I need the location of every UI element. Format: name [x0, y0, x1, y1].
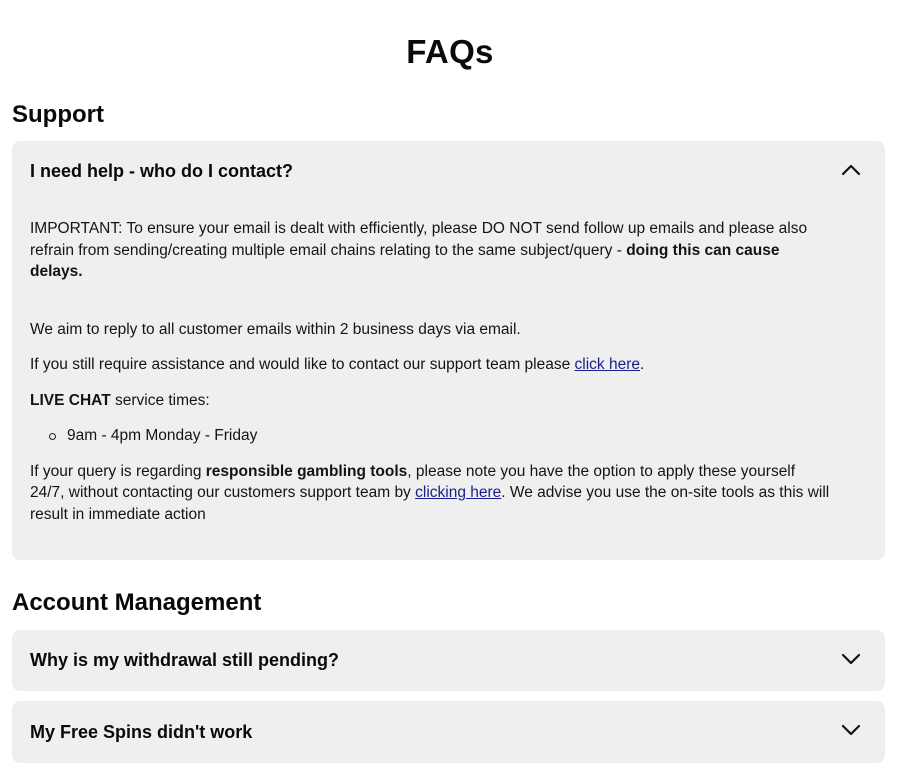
page-title: FAQs [406, 33, 494, 70]
faq-toggle-withdrawal[interactable] [12, 630, 885, 692]
important-notice [30, 218, 830, 283]
rg-suffix: . We advise you use the on-site tools as this will result in immediate action [30, 484, 830, 523]
chevron-down-icon[interactable] [841, 652, 861, 666]
rg-bold: responsible gambling tools [205, 462, 408, 480]
chevron-up-icon[interactable] [841, 163, 861, 177]
contact-support-text [30, 354, 830, 376]
live-chat-label [30, 390, 830, 412]
rg-middle: , please note you have the option to apply these yourself 24/7, without contacting our customers support team by [30, 462, 796, 501]
important-text: IMPORTANT: To ensure your email is dealt with efficiently, please DO NOT send follow up emails and please also refrain from sending/creating multiple email chains relating to the same subject/query - [30, 220, 808, 259]
live-chat-hours-list [30, 425, 830, 447]
hours-text: 9am - 4pm Monday - Friday [67, 427, 258, 444]
section-heading-account-management: Account Management [12, 589, 262, 616]
live-chat-bold: LIVE CHAT [30, 391, 111, 409]
faq-toggle-free-spins[interactable] [12, 701, 885, 763]
rg-tools-link[interactable]: clicking here [415, 484, 502, 501]
live-chat-suffix: service times: [110, 391, 210, 409]
faq-toggle-contact[interactable] [12, 141, 885, 203]
rg-prefix: If your query is regarding [30, 462, 206, 480]
section-heading-support: Support [12, 101, 104, 128]
responsible-gambling-text [30, 461, 830, 526]
faq-answer [30, 218, 830, 525]
faq-item-contact [12, 141, 885, 560]
faq-question: My Free Spins didn't work [30, 722, 253, 742]
list-item [49, 425, 830, 447]
contact-support-link[interactable]: click here [574, 356, 640, 373]
chevron-down-icon[interactable] [841, 723, 861, 737]
faq-item-withdrawal [12, 630, 885, 691]
important-bold-text: doing this can cause delays. [30, 241, 780, 280]
faq-item-free-spins [12, 701, 885, 763]
reply-time-text: We aim to reply to all customer emails within 2 business days via email. [30, 320, 521, 338]
faq-question: I need help - who do I contact? [30, 161, 294, 181]
contact-support-prefix: If you still require assistance and would like to contact our support team please [30, 356, 575, 373]
contact-support-suffix: . [639, 356, 645, 373]
circle-bullet-icon [49, 433, 56, 440]
faq-question: Why is my withdrawal still pending? [30, 650, 340, 670]
